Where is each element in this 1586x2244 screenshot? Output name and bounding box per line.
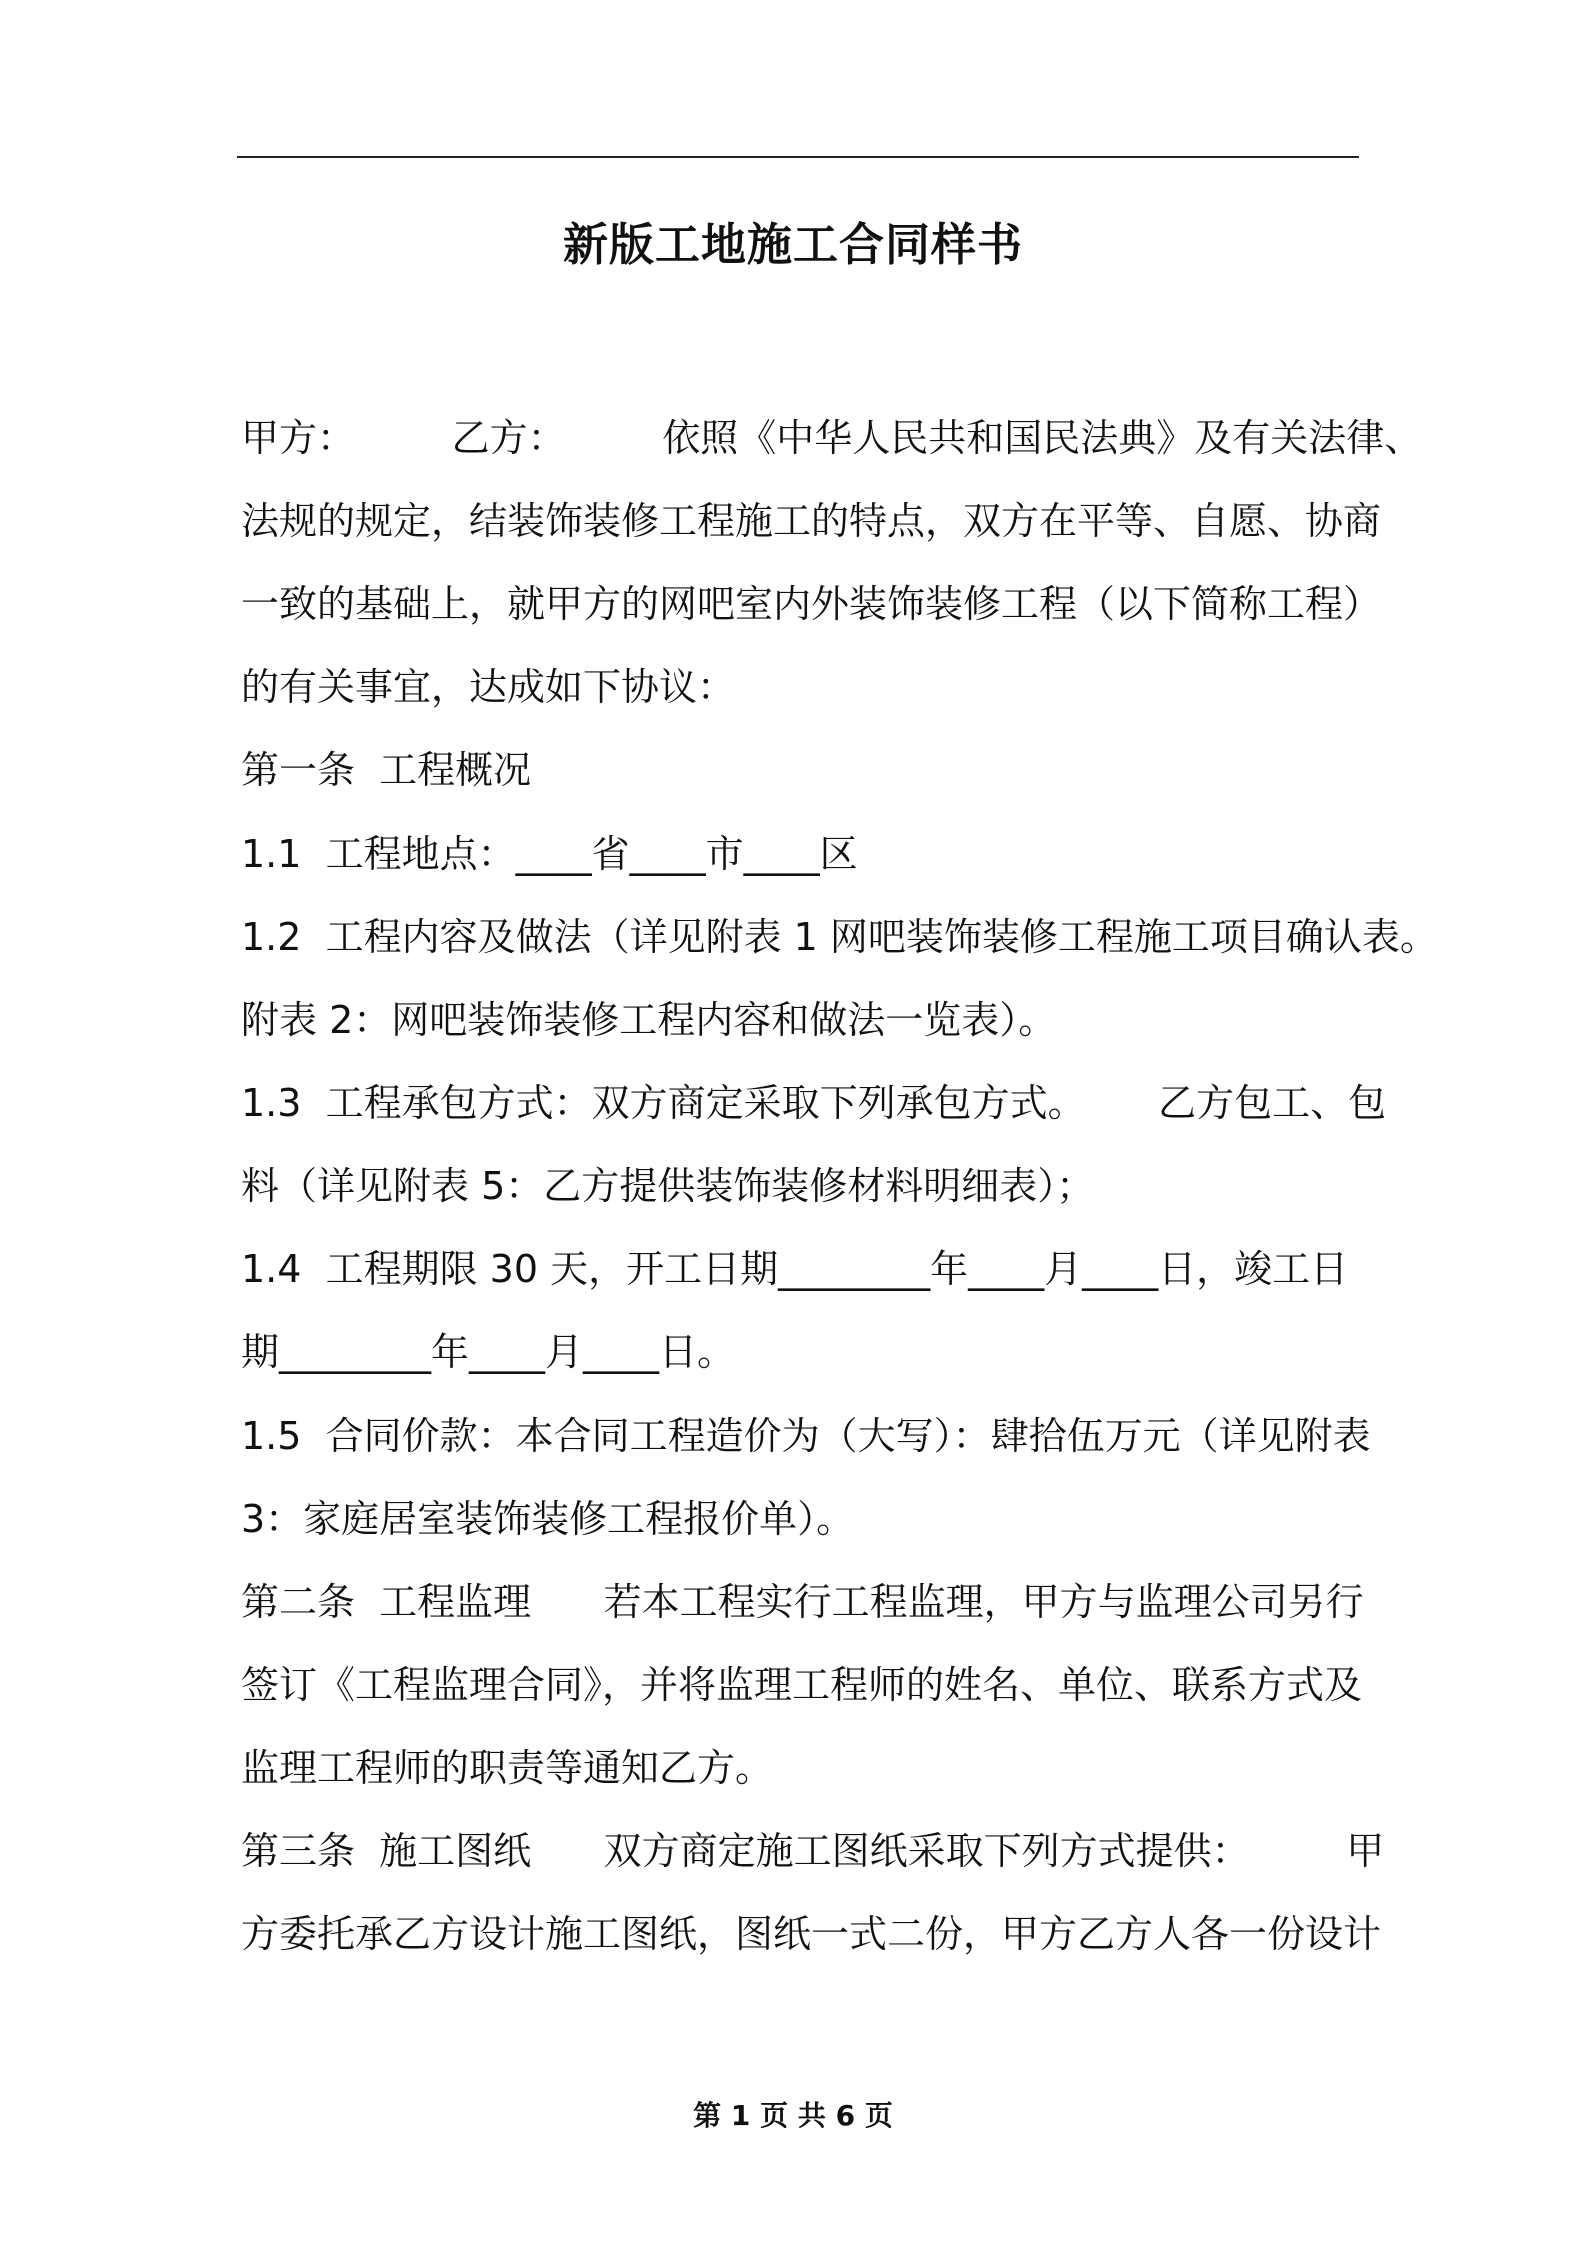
- document-title: 新版工地施工合同样书: [562, 218, 1023, 271]
- section-heading: 第二条 工程监理 若本工程实行工程监理，甲方与监理公司另行: [241, 1580, 1364, 1624]
- body-line: 期________年____月____日。: [241, 1330, 736, 1374]
- page-number: 第 1 页 共 6 页: [693, 2099, 893, 2132]
- body-line: 签订《工程监理合同》，并将监理工程师的姓名、单位、联系方式及: [241, 1663, 1363, 1707]
- body-line: 一致的基础上，就甲方的网吧室内外装饰装修工程（以下简称工程）: [241, 582, 1382, 626]
- body-line: 料（详见附表 5：乙方提供装饰装修材料明细表）；: [241, 1164, 1095, 1208]
- body-line: 的有关事宜，达成如下协议：: [241, 665, 736, 709]
- body-line: 甲方： 乙方： 依照《中华人民共和国民法典》及有关法律、: [241, 416, 1423, 460]
- body-line: 监理工程师的职责等通知乙方。: [241, 1746, 774, 1790]
- body-line: 1.3 工程承包方式：双方商定采取下列承包方式。 乙方包工、包: [241, 1081, 1387, 1125]
- body-line: 1.2 工程内容及做法（详见附表 1 网吧装饰装修工程施工项目确认表。: [241, 915, 1438, 959]
- section-heading: 第三条 施工图纸 双方商定施工图纸采取下列方式提供： 甲: [241, 1829, 1385, 1873]
- body-line: 法规的规定，结装饰装修工程施工的特点，双方在平等、自愿、协商: [241, 499, 1382, 543]
- header-rule: [237, 156, 1359, 158]
- body-line: 方委托承乙方设计施工图纸，图纸一式二份，甲方乙方人各一份设计: [241, 1912, 1382, 1956]
- body-line: 附表 2：网吧装饰装修工程内容和做法一览表）。: [241, 998, 1057, 1042]
- body-line: 1.1 工程地点：____省____市____区: [241, 832, 858, 876]
- body-line: 1.5 合同价款：本合同工程造价为（大写）：肆拾伍万元（详见附表: [241, 1414, 1371, 1458]
- body-line: 3：家庭居室装饰装修工程报价单）。: [241, 1497, 855, 1541]
- section-heading: 第一条 工程概况: [241, 748, 532, 792]
- body-line: 1.4 工程期限 30 天，开工日期________年____月____日，竣工日: [241, 1247, 1349, 1291]
